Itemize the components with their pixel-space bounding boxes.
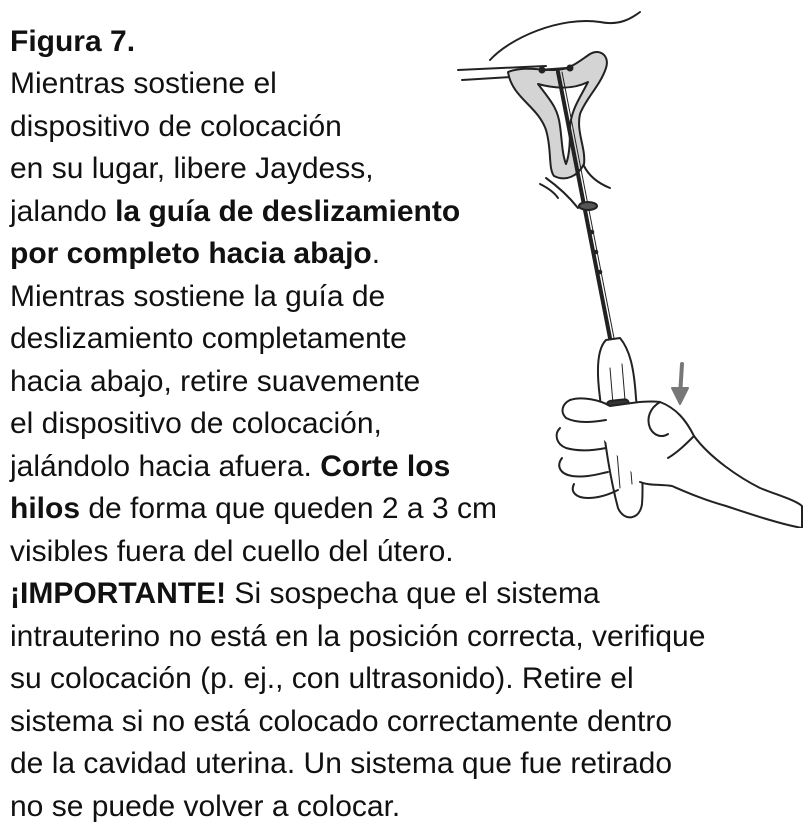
text: su colocación (p. ej., con ultrasonido). Retire el xyxy=(10,662,634,695)
text-line xyxy=(10,661,634,697)
text: no se puede volver a colocar. xyxy=(10,789,401,823)
uterus-outline xyxy=(490,12,640,60)
text-line xyxy=(10,321,407,357)
text-line xyxy=(10,746,672,782)
text: dispositivo de colocación xyxy=(10,109,342,143)
text-line xyxy=(10,449,450,485)
text-line xyxy=(10,236,380,272)
text: Mientras sostiene el xyxy=(10,67,277,100)
text: hacia abajo, retire suavemente xyxy=(10,364,421,398)
gloved-hand xyxy=(570,398,802,528)
bold-text: por completo hacia abajo xyxy=(10,237,372,270)
text-line xyxy=(10,576,600,612)
text-line xyxy=(10,279,385,315)
bold-text: Corte los xyxy=(320,449,451,483)
text: jalando xyxy=(10,194,116,228)
text: de la cavidad uterina. Un sistema que fue retirado xyxy=(10,747,673,780)
text: Si sospecha que el sistema xyxy=(226,577,600,610)
bold-text: ¡IMPORTANTE! xyxy=(10,577,227,610)
figure-title: Figura 7. xyxy=(10,25,136,58)
text: el dispositivo de colocación, xyxy=(10,407,382,440)
text-line xyxy=(10,151,374,187)
text: visibles fuera del cuello del útero. xyxy=(10,534,454,568)
text-line xyxy=(10,704,672,740)
bold-text: hilos xyxy=(10,492,81,525)
text-line xyxy=(10,789,400,825)
text-line xyxy=(10,194,460,230)
text: en su lugar, libere Jaydess, xyxy=(10,152,374,185)
text-line xyxy=(10,406,382,442)
text: . xyxy=(371,237,381,270)
text: de forma que queden 2 a 3 cm xyxy=(80,492,497,525)
text-line xyxy=(10,66,277,102)
text-line xyxy=(10,364,420,400)
text: deslizamiento completamente xyxy=(10,322,407,355)
text-line xyxy=(10,534,454,570)
text-line xyxy=(10,491,497,527)
iud-insertion-illustration-icon xyxy=(450,8,805,528)
text: intrauterino no está en la posición correcta, verifique xyxy=(10,619,706,653)
text: sistema si no está colocado correctamente dentro xyxy=(10,704,673,738)
text: jalándolo hacia afuera. xyxy=(10,449,321,483)
bold-text: la guía de deslizamiento xyxy=(115,194,461,228)
text-line xyxy=(10,619,705,655)
text: Mientras sostiene la guía de xyxy=(10,279,386,313)
text-line xyxy=(10,109,342,145)
